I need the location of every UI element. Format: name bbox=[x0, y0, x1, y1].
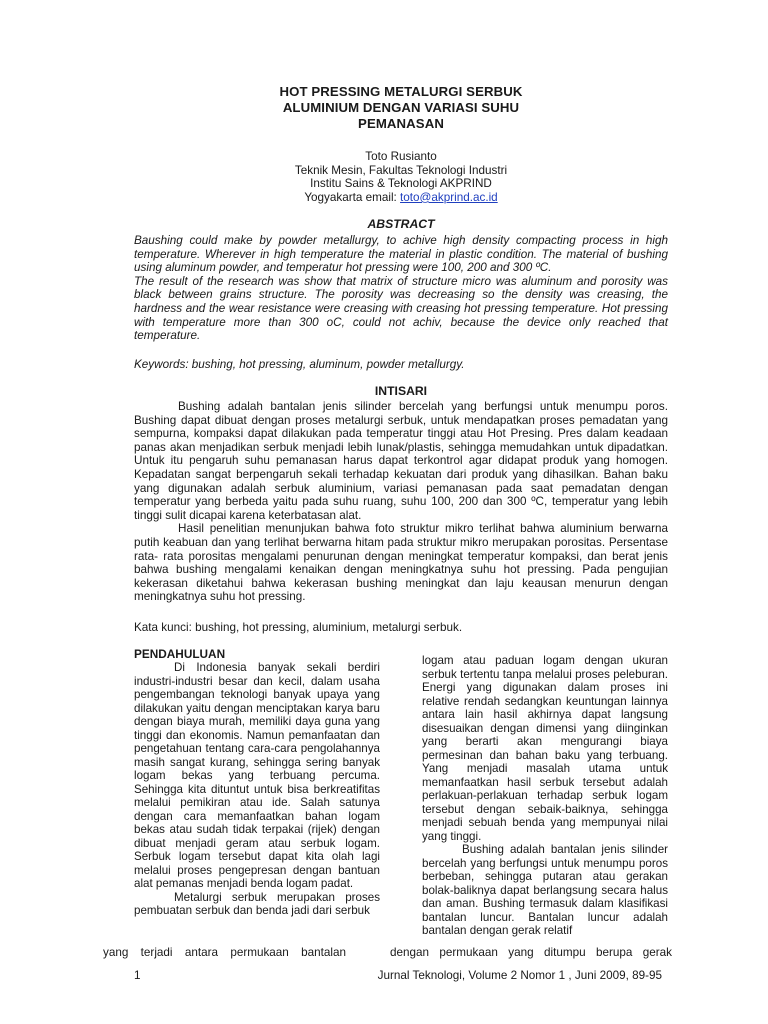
intisari-body bbox=[134, 400, 668, 604]
intisari-paragraph: Bushing adalah bantalan jenis silinder bercelah yang berfungsi untuk menumpu poros. Bushing dapat dibuat dengan proses metalurgi serbuk, untuk mendapatkan proses pemadatan yang sempurna, kompaksi dapat dilakukan pada temperatur tinggi atau Hot Presing. Pres dalam keadaan panas akan menjadikan serbuk menjadi lebih lunak/plastis, sehingga memudahkan untuk dipadatkan. Untuk itu pengaruh suhu pemanasan harus dapat terkontrol agar didapat produk yang homogen. Kepadatan sangat berpengaruh sekali terhadap kekuatan dari produk yang dihasilkan. Bahan baku yang digunakan adalah serbuk aluminium, variasi pemanasan pada saat pemadatan dengan temperatur yang berbeda yaitu pada suhu ruang, suhu 100, 200 dan 300 ºC, temperatur yang lebih tinggi sulit dicapai karena keterbatasan alat. bbox=[134, 400, 668, 522]
abstract-paragraph: Baushing could make by powder metallurgy, to achive high density compacting process in high temperature. Wherever in high temperature the material in plastic condition. The material of bushing using aluminum powder, and temperatur hot pressing were 100, 200 and 300 ºC. bbox=[134, 234, 668, 275]
author-department: Teknik Mesin, Fakultas Teknologi Industri bbox=[294, 163, 508, 177]
journal-citation: Jurnal Teknologi, Volume 2 Nomor 1 , Juni 2009, 89-95 bbox=[377, 969, 662, 982]
intisari-paragraph: Hasil penelitian menunjukan bahwa foto struktur mikro terlihat bahwa aluminium berwarna putih keabuan dan yang terlihat berwarna hitam pada struktur mikro merupakan porositas. Persentase rata- rata porositas mengalami penurunan dengan meningkat temperatur kompaksi, dan berat jenis bahwa bushing mengalami kenaikan dengan meningkatnya suhu hot pressing. Pada pengujian kekerasan diketahui bahwa kekerasan bushing meningkat dan laju keausan menurun dengan meningkatnya suhu hot pressing. bbox=[134, 522, 668, 604]
page-number: 1 bbox=[134, 969, 141, 982]
body-paragraph: Di Indonesia banyak sekali berdiri industri-industri besar dan kecil, dalam usaha pengembangan teknologi banyak upaya yang dilakukan yaitu dengan menciptakan karya baru dengan biaya murah, memiliki daya guna yang tinggi dan ekonomis. Namun pemanfaatan dan pengetahuan tentang cara-cara pengolahannya masih sangat kurang, sehingga sering banyak logam bekas yang terbuang percuma. Sehingga kita dituntut untuk bisa berkreatifitas melalui pemikiran atau ide. Salah satunya dengan cara memanfaatkan bahan logam bekas atau sudah tidak terpakai (rijek) dengan dibuat menjadi geram atau serbuk logam. Serbuk logam tersebut dapat kita olah lagi melalui proses pengepresan dengan bantuan alat pemanas menjadi benda logam padat. bbox=[134, 661, 380, 891]
body-column-right bbox=[422, 654, 668, 938]
title-line: PEMANASAN bbox=[358, 115, 444, 131]
abstract-heading: ABSTRACT bbox=[367, 217, 435, 231]
section-heading: PENDAHULUAN bbox=[134, 647, 226, 661]
author-institution: Institu Sains & Teknologi AKPRIND bbox=[310, 177, 492, 191]
author-name: Toto Rusianto bbox=[365, 150, 437, 163]
author-block bbox=[134, 150, 668, 204]
email-link[interactable]: toto@akprind.ac.id bbox=[400, 190, 498, 204]
abstract-keywords: Keywords: bushing, hot pressing, aluminum, powder metallurgy. bbox=[134, 358, 465, 371]
body-paragraph: Metalurgi serbuk merupakan proses pembuatan serbuk dan benda jadi dari serbuk bbox=[134, 890, 380, 918]
abstract-body bbox=[134, 234, 668, 343]
email-label: Yogyakarta email: bbox=[304, 190, 401, 204]
footer-continuation-right: dengan permukaan yang ditumpu berupa gerak bbox=[390, 946, 672, 959]
body-paragraph: Bushing adalah bantalan jenis silinder bercelah yang berfungsi untuk menumpu poros berbeban, sehingga putaran atau gerakan bolak-baliknya dapat berlangsung secara halus dan aman. Bushing termasuk dalam klasifikasi bantalan luncur. Bantalan luncur adalah bantalan dengan gerak relatif bbox=[422, 843, 668, 937]
footer-continuation-left: yang terjadi antara permukaan bantalan bbox=[103, 946, 346, 959]
intisari-heading: INTISARI bbox=[374, 384, 428, 398]
abstract-paragraph: The result of the research was show that matrix of structure micro was aluminum and porosity was black between grains structure. The porosity was decreasing so the density was creasing, the hardness and the wear resistance were creasing with creasing hot pressing temperature. Hot pressing with temperature more than 300 oC, could not achiv, because the device only reached that temperature. bbox=[134, 274, 668, 343]
author-contact bbox=[134, 191, 668, 205]
body-paragraph: logam atau paduan logam dengan ukuran serbuk tertentu tanpa melalui proses peleburan. Energi yang digunakan dalam proses ini relative rendah sedangkan keuntungan lainnya antara lain hasil akhirnya dapat langsung disesuaikan dengan dimensi yang diinginkan yang berarti akan mengurangi biaya permesinan dan bahan baku yang terbuang. Yang menjadi masalah utama untuk memanfaatkan hasil serbuk tersebut adalah perlakuan-perlakuan terhadap serbuk logam tersebut dengan sebaik-baiknya, sehingga menjadi sebuah benda yang mempunyai nilai yang tinggi. bbox=[422, 654, 668, 843]
paper-title bbox=[134, 84, 668, 131]
intisari-keywords: Kata kunci: bushing, hot pressing, aluminium, metalurgi serbuk. bbox=[134, 621, 463, 634]
title-line: ALUMINIUM DENGAN VARIASI SUHU bbox=[282, 99, 520, 115]
title-line: HOT PRESSING METALURGI SERBUK bbox=[279, 84, 523, 99]
body-column-left bbox=[134, 648, 380, 918]
